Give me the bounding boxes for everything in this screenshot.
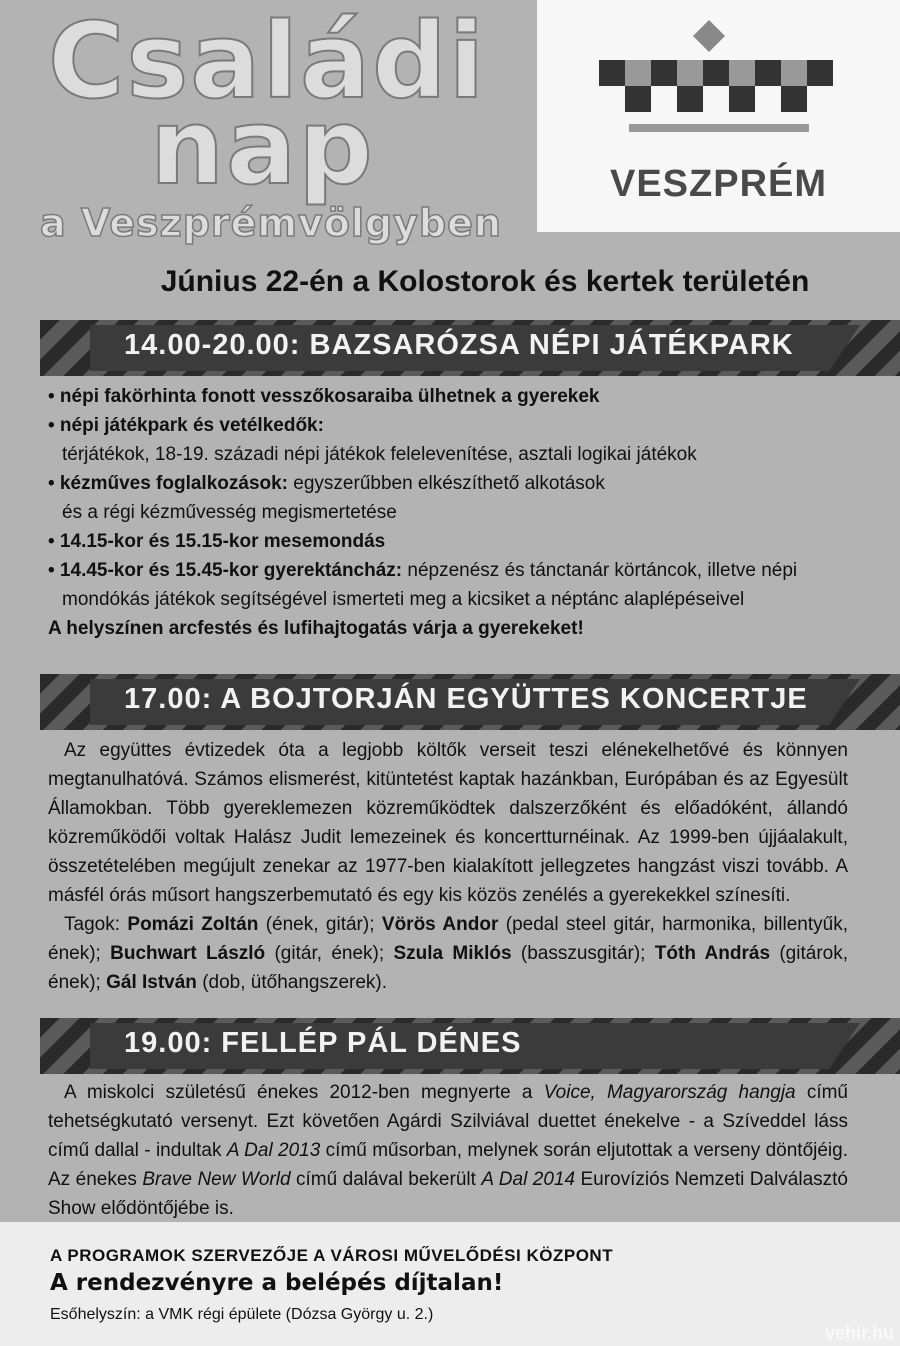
section1-heading: 14.00-20.00: BAZSARÓZSA NÉPI JÁTÉKPARK (124, 329, 794, 361)
section1-banner (40, 320, 900, 376)
watermark: vehir.hu (824, 1323, 894, 1343)
list-item: • népi fakörhinta fonott vesszőkosaraiba ülhetnek a gyerekek (48, 386, 600, 407)
list-item: térjátékok, 18-19. századi népi játékok felelevenítése, asztali logikai játékok (62, 444, 697, 465)
section1-note: A helyszínen arcfestés és lufihajtogatás várja a gyerekeket! (48, 618, 584, 639)
section3-banner (40, 1018, 900, 1074)
list-item: • 14.15-kor és 15.15-kor mesemondás (48, 531, 386, 552)
section3-paragraph: A miskolci születésű énekes 2012-ben megnyerte a Voice, Magyarország hangja című tehetségkutató versenyt. Ezt követően Agárdi Szilviával duettet énekelve - a Szíveddel láss című dallal - indultak A Dal 2013 című műsorban, melynek során eljutottak a verseny döntőjéig. Az énekes Brave New World című dalával bekerült A Dal 2014 Eurovíziós Nemzeti Dalválasztó Show elődöntőjébe is. (48, 1082, 848, 1219)
footer-organizer: A PROGRAMOK SZERVEZŐJE A VÁROSI MŰVELŐDÉSI KÖZPONT (50, 1246, 614, 1265)
footer (0, 1222, 900, 1346)
footer-free-entry: A rendezvényre a belépés díjtalan! (50, 1270, 504, 1296)
logo (537, 0, 900, 232)
list-item: és a régi kézművesség megismertetése (62, 502, 397, 523)
section2-paragraph: Az együttes évtizedek óta a legjobb költők verseit teszi elénekelhetővé és könnyen megtanulhatóvá. Számos elismerést, kitüntetést kaptak hazánkban, Európában és az Egyesült Államokban. Több gyereklemezen közreműködtek dalszerzőként és előadóként, állandó közreműködői voltak Halász Judit lemezeinek és koncertturnéinak. Az 1999-ben újjáalakult, összetételében megújult zenekar az 1977-ben kialakított jellegzetes hangzást viszi tovább. A másfél órás műsort hangszerbemutató és egy kis közös zenélés a gyerekekkel színesíti. (48, 740, 848, 906)
list-item: • kézműves foglalkozások: egyszerűbben elkészíthető alkotások (48, 473, 605, 494)
title-line-3: a Veszprémvölgyben (40, 201, 502, 245)
list-item: • népi játékpark és vetélkedők: (48, 415, 324, 436)
section2-body (48, 736, 848, 997)
list-item: • 14.45-kor és 15.45-kor gyerektáncház: népzenész és tánctanár körtáncok, illetve népi (48, 560, 798, 581)
section3-heading: 19.00: FELLÉP PÁL DÉNES (124, 1027, 522, 1059)
list-item: mondókás játékok segítségével ismerteti meg a kicsiket a néptánc alaplépéseivel (62, 589, 745, 610)
crown-checker-icon (537, 0, 900, 160)
footer-rain-venue: Esőhelyszín: a VMK régi épülete (Dózsa György u. 2.) (50, 1306, 434, 1323)
title-line-2: nap (150, 86, 375, 208)
section2-banner (40, 674, 900, 730)
section3-body (48, 1078, 848, 1223)
title-line-1: Családi (48, 0, 487, 122)
section2-members: Tagok: Pomázi Zoltán (ének, gitár); Vörös Andor (pedal steel gitár, harmonika, billentyűk, ének); Buchwart László (gitár, ének); Szula Miklós (basszusgitár); Tóth András (gitárok, ének); Gál István (dob, ütőhangszerek). (48, 914, 848, 993)
section2-heading: 17.00: A BOJTORJÁN EGYÜTTES KONCERTJE (124, 683, 808, 715)
subtitle: Június 22-én a Kolostorok és kertek területén (160, 265, 810, 298)
logo-text: VESZPRÉM (609, 163, 828, 205)
section1-body (48, 382, 848, 643)
